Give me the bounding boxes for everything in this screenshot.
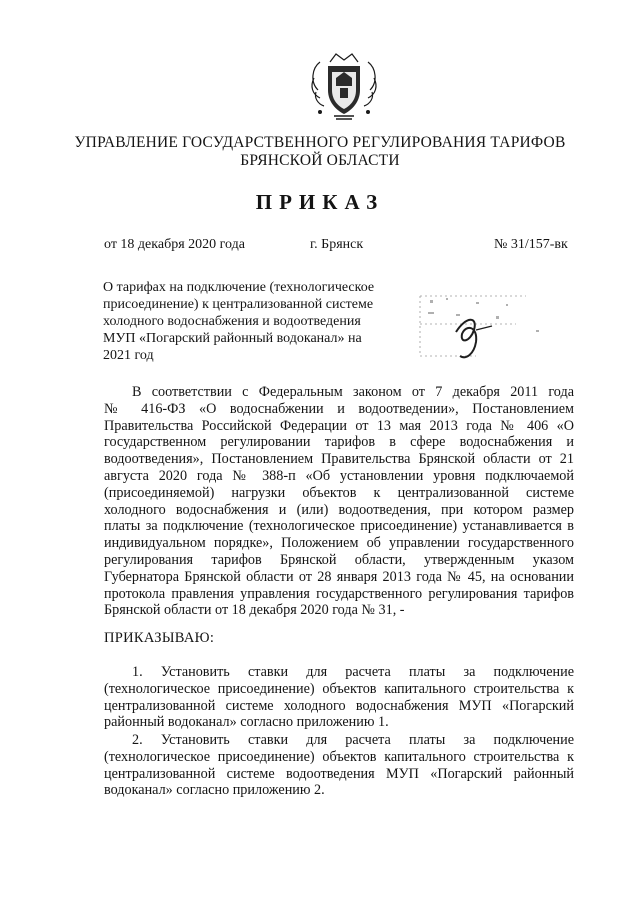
- paragraph-line: холодного водоснабжения и (или) водоотведения, при котором размер: [104, 501, 574, 518]
- coat-of-arms-icon: [306, 50, 382, 122]
- order-item-2: [104, 732, 574, 799]
- paragraph-line: Губернатора Брянской области от 28 января 2013 года № 45, на основании: [104, 568, 574, 585]
- preamble-paragraph: [104, 384, 574, 619]
- subject-line: 2021 год: [103, 348, 154, 363]
- document-date: от 18 декабря 2020 года: [104, 237, 245, 252]
- paragraph-line: (технологическое присоединение) объектов капитального строительства к: [104, 680, 574, 697]
- subject-line: присоединение) к централизованной системе: [103, 297, 374, 312]
- subject-line: холодного водоснабжения и водоотведения: [103, 314, 361, 329]
- organization-region: БРЯНСКОЙ ОБЛАСТИ: [240, 152, 400, 169]
- paragraph-line: централизованной системе холодного водоснабжения МУП «Погарский: [104, 697, 574, 714]
- paragraph-line: водоотведения», Постановлением Правительства Брянской области от 21: [104, 451, 574, 468]
- paragraph-line: Брянской области от 18 декабря 2020 года № 31, -: [104, 602, 405, 619]
- paragraph-line: В соответствии с Федеральным законом от 7 декабря 2011 года: [132, 384, 574, 400]
- paragraph-line: № 416-ФЗ «О водоснабжении и водоотведении», Постановлением: [104, 400, 574, 417]
- paragraph-line: Правительства Российской Федерации от 13 мая 2013 года № 406 «О: [104, 417, 574, 434]
- stamp-signature-icon: [416, 286, 566, 366]
- order-item-1: [104, 664, 574, 731]
- paragraph-line: 2. Установить ставки для расчета платы за подключение: [132, 732, 574, 748]
- paragraph-line: индивидуальном порядке», Положением об управлении государственного: [104, 535, 574, 552]
- paragraph-line: районный водоканал» согласно приложению 1.: [104, 714, 389, 731]
- paragraph-line: государственном регулировании тарифов в сфере водоснабжения и: [104, 434, 574, 451]
- paragraph-line: 1. Установить ставки для расчета платы за подключение: [132, 664, 574, 680]
- document-title: ПРИКАЗ: [255, 190, 385, 214]
- paragraph-line: регулирования тарифов Брянской области, утвержденным указом: [104, 551, 574, 568]
- document-subject: [103, 279, 403, 364]
- paragraph-line: водоканал» согласно приложению 2.: [104, 782, 325, 799]
- paragraph-line: централизованной системе водоотведения МУП «Погарский районный: [104, 765, 574, 782]
- subject-line: О тарифах на подключение (технологическое: [103, 280, 375, 295]
- paragraph-line: платы за подключение (технологическое присоединение) устанавливается в: [104, 518, 574, 535]
- paragraph-line: (технологическое присоединение) объектов капитального строительства к: [104, 748, 574, 765]
- document-city: г. Брянск: [310, 237, 364, 252]
- subject-line: МУП «Погарский районный водоканал» на: [103, 331, 362, 346]
- document-number: № 31/157-вк: [494, 237, 568, 252]
- paragraph-line: протокола правления управления государственного регулирования тарифов: [104, 585, 574, 602]
- paragraph-line: (присоединяемой) нагрузки объектов к централизованной системе: [104, 484, 574, 501]
- paragraph-line: августа 2020 года № 388-п «Об установлении уровня подключаемой: [104, 467, 574, 484]
- orders-heading: ПРИКАЗЫВАЮ:: [104, 630, 215, 646]
- organization-name: УПРАВЛЕНИЕ ГОСУДАРСТВЕННОГО РЕГУЛИРОВАНИЯ ТАРИФОВ: [74, 134, 566, 151]
